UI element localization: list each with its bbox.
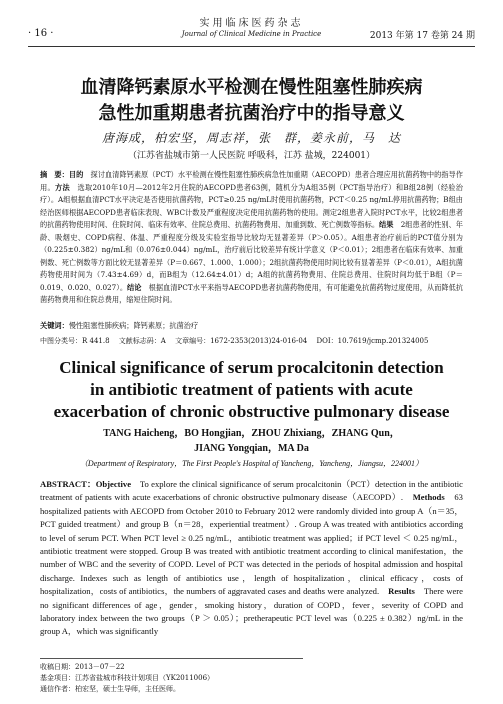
article-title-cn	[40, 75, 463, 127]
author-list-en-line2: JIANG Yongqian，MA Da	[194, 443, 309, 454]
results-label-cn: 结果	[379, 220, 394, 229]
journal-title-cn: 实用临床医药杂志	[199, 18, 304, 29]
abstract-en	[40, 478, 463, 639]
methods-label-cn: 方法	[54, 182, 70, 192]
author-list-cn: 唐海成，柏宏坚，周志祥，张 群，姜永前，马 达	[101, 131, 401, 145]
objective-text-cn: 探讨血清降钙素原（PCT）水平检测在慢性阻塞性肺疾病急性加重期（AECOPD）患者合理应用抗菌药物中的指导作用。	[40, 170, 463, 192]
article-title-cn-line1: 血清降钙素原水平检测在慢性阻塞性肺疾病	[80, 77, 423, 98]
article-title-en-line1: Clinical significance of serum procalcitonin detection	[59, 358, 444, 377]
affiliation-cn: （江苏省盐城市第一人民医院 呼吸科，江苏 盐城，224001）	[127, 151, 376, 161]
classification-info	[40, 336, 463, 346]
author-list-en	[40, 426, 463, 456]
results-text-cn: 2组患者的性别、年龄、吸烟史、COPD病程、体温、严重程度分级及实验室指导比较均无显著差异（P＞0.05）。A组患者治疗前后的PCT值分别为（0.225±0.382）ng/mL和（0.076±0.044）ng/mL，治疗前后比较差异有统计学意义（P＜0.01）；2组患者在临床有效率、加重例数、死亡例数等方面比较无显著差异（P＝0.667、1.000、1.000）；2组抗菌药物使用时间比较有显著差异（P＜0.01），A组抗菌药物使用时间为（7.43±4.69）d，而B组为（12.64±4.01）d；A组的抗菌药物费用、住院总费用、住院时间均低于B组（P＝0.019、0.020、0.027）。	[40, 220, 463, 292]
keywords-cn-label: 关键词：	[40, 321, 69, 330]
methods-text-en: 63 hospitalized patients with AECOPD from October 2010 to February 2012 were randomly divided into group A（n＝35，PCT guided treatment）and group B（n＝28，experiential treatment）. Group A was treated with antibiotics according to level of serum PCT. When PCT level ≥ 0.25 ng/mL，antibiotic treatment was applied；if PCT level ＜ 0.25 ng/mL，antibiotic treatment were stopped. Group B was treated with antibiotic treatment according to clinical manifestation，the number of WBC and the severity of COPD. Level of PCT was detected in the periods of hospital admission and hospital discharge. Indexes such as length of antibiotics use，length of hospitalization，clinical efficacy，costs of hospitalization，costs of antibiotics，the numbers of aggravated cases and deaths were analyzed.	[40, 492, 463, 597]
abstract-en-label: ABSTRACT：	[40, 479, 96, 489]
abstract-cn-label: 摘 要：	[40, 170, 69, 179]
article-number: 文章编号：1672-2353(2013)24-016-04	[175, 337, 308, 345]
results-label-en: Results	[388, 586, 415, 597]
article-title-en	[40, 357, 463, 423]
page-number: · 16 ·	[28, 28, 54, 39]
article-title-en-line3: exacerbation of chronic obstructive pulmonary disease	[53, 402, 450, 421]
conclusion-label-cn: 结论	[127, 282, 142, 292]
objective-text-en: To explore the clinical significance of serum procalcitonin（PCT）detection in the antibiotic treatment of patients with acute exacerbations of chronic obstructive pulmonary disease（AECOPD）.	[40, 479, 463, 503]
conclusion-text-cn: 根据血清PCT水平来指导AECOPD患者抗菌药物使用，有可能避免抗菌药物过度使用，从而降低抗菌药物费用和住院总费用，缩短住院时间。	[40, 282, 463, 304]
fund-project: 基金项目：江苏省盐城市科技计划项目（YK2011006）	[40, 674, 215, 682]
methods-text-cn: 选取2010年10月—2012年2月住院的AECOPD患者63例，随机分为A组35例（PCT指导治疗）和B组28例（经验治疗）。A组根据血清PCT水平决定是否使用抗菌药物，PCT≥0.25 ng/mL时使用抗菌药物，PCT＜0.25 ng/mL停用抗菌药物；B组由经治医师根据AECOPD患者临床表现、WBC计数及严重程度决定使用抗菌药物的使用。测定2组患者入院时PCT水平，比较2组患者的抗菌药物使用时间、住院时间、临床有效率、住院总费用、抗菌药物费用、加重到数、死亡例数等指标。	[40, 182, 463, 229]
received-date: 收稿日期：2013－07－22	[40, 663, 125, 671]
running-header	[28, 12, 475, 47]
author-list-en-line1: TANG Haicheng，BO Hongjian，ZHOU Zhixiang，ZHANG Qun，	[103, 428, 400, 439]
article-title-en-line2: in antibiotic treatment of patients with acute	[90, 380, 413, 399]
footnote	[40, 658, 303, 695]
doi: DOI：10.7619/jcmp.201324005	[316, 337, 429, 345]
keywords-cn	[40, 321, 463, 331]
keywords-cn-text: 慢性阻塞性肺疾病；降钙素原；抗菌治疗	[68, 321, 199, 330]
issue-info: 2013 年第 17 卷第 24 期	[369, 31, 475, 41]
methods-label-en: Methods	[412, 492, 445, 503]
objective-label-cn: 目的	[68, 170, 84, 179]
article-title-cn-line2: 急性加重期患者抗菌治疗中的指导意义	[98, 103, 405, 124]
journal-title-en: Journal of Clinical Medicine in Practice	[181, 30, 322, 38]
clc-number: 中图分类号：R 441.8	[40, 337, 110, 345]
document-code: 文献标志码：A	[118, 337, 166, 345]
abstract-cn	[40, 169, 463, 307]
results-text-en: There were no significant differences of age，gender，smoking history，duration of COPD，fever，severity of COPD and laboratory index between the two groups（P ＞ 0.05）；pretherapeutic PCT level was（0.225 ± 0.382）ng/mL in the group A，which was significantly	[40, 586, 463, 637]
corresponding-author: 通信作者：柏宏坚，硕士生导师，主任医师。	[40, 685, 180, 693]
objective-label-en: Objective	[95, 479, 132, 489]
affiliation-en: （Department of Respiratory，The First People's Hospital of Yancheng，Yancheng，Jiangsu，224001）	[79, 459, 424, 468]
